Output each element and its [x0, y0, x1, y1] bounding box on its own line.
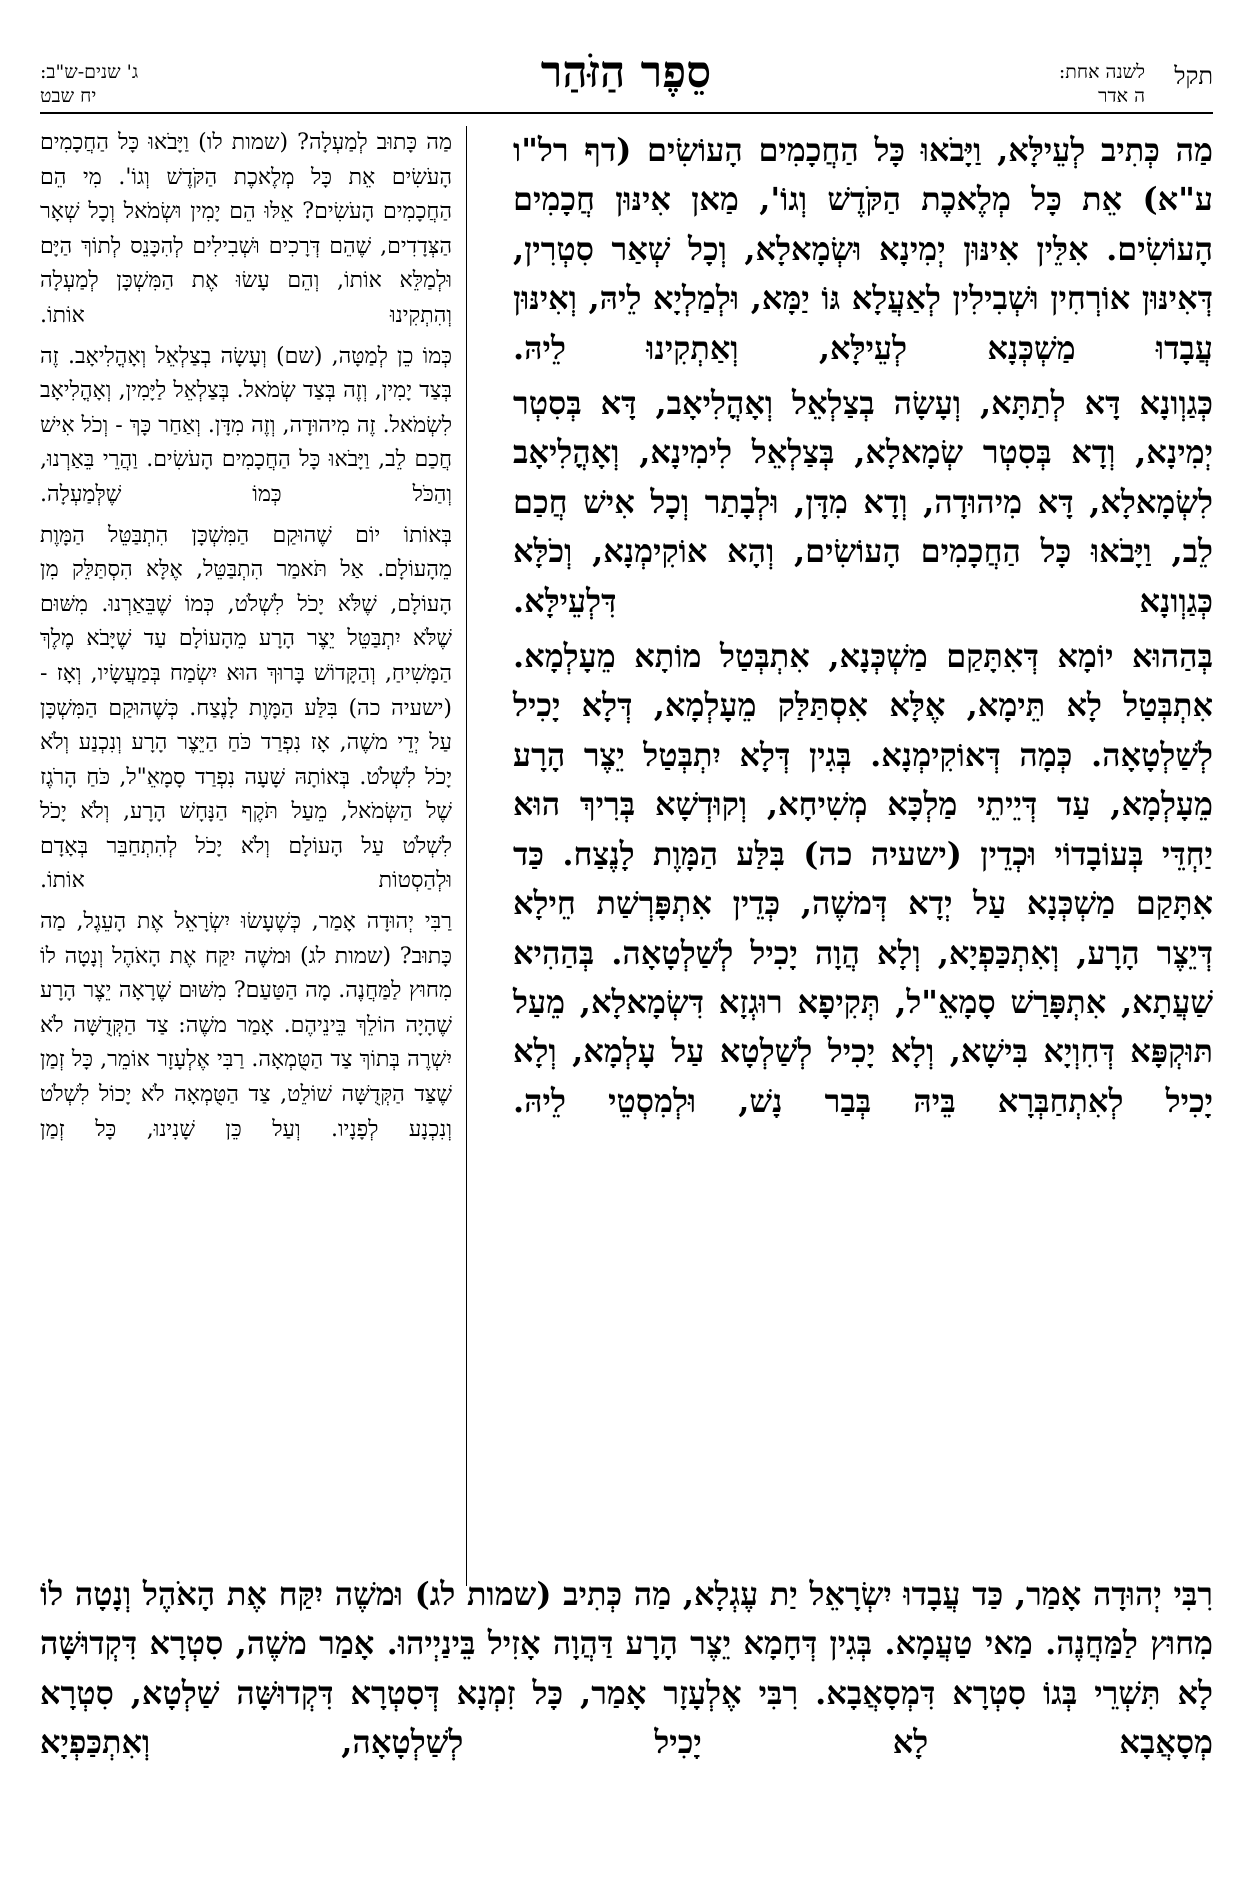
header-left [40, 60, 210, 108]
commentary-paragraph: רַבִּי יְהוּדָה אָמַר, כְּשֶׁעָשׂוּ יִשְׂרָאֵל אֶת הָעֵגֶל, מַה כָּתוּב? (שמות לג) וּמשֶׁה יִקַּח אֶת הָאֹהֶל וְנָטָה לוֹ מִחוּץ לַמַּחֲנֶה. מָה הַטַּעַם? מִשּׁוּם שֶׁרָאָה יֵצֶר הָרָע שֶׁהָיָה הוֹלֵךְ בֵּינֵיהֶם. אָמַר משֶׁה: צַד הַקְּדֻשָּׁה לֹא יִשְׁרֶה בְּתוֹךְ צַד הַטֻּמְאָה. רַבִּי אֶלְעָזָר אוֹמֵר, כָּל זְמַן שֶׁצַּד הַקְּדֻשָּׁה שׁוֹלֵט, צַד הַטֻּמְאָה לֹא יָכוֹל לִשְׁלֹט וְנִכְנָע לְפָנָיו. וְעַל כֵּן שָׁנִינוּ, כָּל זְמַן [40, 909, 452, 1142]
date-left: יח שבט [40, 85, 97, 107]
main-paragraph: מַה כְּתִיב לְעֵילָּא, וַיָּבֹאוּ כָּל הַחֲכָמִים הָעוֹשִׂים (דף רל"ו ע"א) אֵת כָּל מְלֶאכֶת הַקֹּדֶשׁ וְגוֹ', מַאן אִינּוּן חֲכָמִים הָעוֹשִׂים. אִלֵּין אִינּוּן יְמִינָא וּשְׂמָאלָא, וְכָל שְׁאַר סִטְרִין, דְּאִינּוּן אוֹרְחִין וּשְׁבִילִין לְאַעֲלָא גּוֹ יַמָּא, וּלְמַלְיָא לֵיהּ, וְאִינּוּן עֲבָדוּ מַשְׁכְּנָא לְעֵילָּא, וְאַתְקִינוּ לֵיהּ. [513, 131, 1213, 367]
bottom-text [40, 1570, 1213, 1768]
main-paragraph: כְּגַוְונָא דָּא לְתַתָּא, וְעָשָׂה בְצַלְאֵל וְאָהֳלִיאָב, דָּא בְּסִטְר יְמִינָא, וְדָא בְּסִטְר שְׂמָאלָא, בְּצַלְאֵל לִימִינָא, וְאָהֳלִיאָב לִשְׂמָאלָא, דָּא מִיהוּדָה, וְדָא מִדָּן, וּלְבָתַר וְכָל אִישׁ חֲכַם לֵב, וַיָּבֹאוּ כָּל הַחֲכָמִים הָעוֹשִׂים, וְהָא אוֹקִימְנָא, וְכֹלָּא כְּגַוְונָא דִּלְעֵילָּא. [513, 384, 1213, 620]
page-number: תקל [1174, 62, 1213, 90]
year-cycle-label: לשנה אחת: [1058, 61, 1145, 83]
date-right: ה אדר [1098, 85, 1145, 107]
header-right-meta [1059, 60, 1145, 108]
column-divider [466, 126, 467, 1586]
main-paragraph: בְּהַהוּא יוֹמָא דְּאִתָּקַם מַשְׁכְּנָא, אִתְבְּטַל מוֹתָא מֵעָלְמָא. אִתְבְּטַל לָא תֵּימָא, אֶלָּא אִסְתַּלַּק מֵעָלְמָא, דְּלָא יָכִיל לְשַׁלְטָאָה. כְּמָה דְּאוֹקִימְנָא. בְּגִין דְּלָא יִתְבְּטַל יֵצֶר הָרָע מֵעָלְמָא, עַד דְּיֵיתֵי מַלְכָּא מְשִׁיחָא, וְקוּדְשָׁא בְּרִיךְ הוּא יַחְדֵּי בְּעוֹבָדוֹי וּכְדֵין (ישעיה כה) בִּלַּע הַמָּוֶת לָנֶצַח. כַּד אִתָּקַם מַשְׁכְּנָא עַל יְדָא דְּמשֶׁה, כְּדֵין אִתְפָּרְשַׁת חֵילָא דְּיֵצֶר הָרָע, וְאִתְכַּפְיָא, וְלָא הֲוָה יָכִיל לְשַׁלְטָאָה. בְּהַהִיא שַׁעֲתָא, אִתְפָּרַשׁ סָמָאֵ"ל, תְּקִיפָא רוּגְזָא דִּשְׂמָאלָא, מֵעַל תּוּקְפָּא דְּחִוְיָא בִּישָׁא, וְלָא יָכִיל לְשַׁלְטָא עַל עָלְמָא, וְלָא יָכִיל לְאִתְחַבְּרָא בֵּיהּ בְּבַר נָשׁ, וּלְמִסְטֵי לֵיהּ. [513, 637, 1214, 1120]
commentary-paragraph: כְּמוֹ כֵן לְמַטָּה, (שם) וְעָשָׂה בְצַלְאֵל וְאָהֳלִיאָב. זֶה בְּצַד יָמִין, וְזֶה בְּצַד שְׂמֹאל. בְּצַלְאֵל לַיָּמִין, וְאָהֳלִיאָב לִשְׂמֹאל. זֶה מִיהוּדָה, וְזֶה מִדָּן. וְאַחַר כָּךְ - וְכֹל אִישׁ חֲכַם לֵב, וַיָּבֹאוּ כָּל הַחֲכָמִים הָעֹשִׂים. וַהֲרֵי בֵּאַרְנוּ, וְהַכֹּל כְּמוֹ שֶׁלְּמַעְלָה. [40, 343, 452, 507]
header-rule [40, 112, 1213, 114]
page-title: סֵפֶר הַזֹּהַר [540, 47, 712, 98]
cycle-left-label: ג' שנים-ש"ב: [40, 61, 139, 83]
bottom-paragraph: רִבִּי יְהוּדָה אָמַר, כַּד עֲבָדוּ יִשְׂרָאֵל יַת עֶגְלָא, מַה כְּתִיב (שמות לג) וּמשֶׁה יִקַּח אֶת הָאֹהֶל וְנָטָה לוֹ מִחוּץ לַמַּחֲנֶה. מַאי טַעֲמָא. בְּגִין דְּחָמָא יֵצֶר הָרָע דַּהֲוָה אָזִיל בֵּינַיְיהוּ. אָמַר משֶׁה, סִטְרָא דִּקְדוּשָּׁה לָא תִּשְׁרֵי בְּגוֹ סִטְרָא דִּמְסָאֲבָא. רִבִּי אֶלְעָזָר אָמַר, כָּל זִמְנָא דְּסִטְרָא דִּקְדוּשָּׁה שַׁלְטָא, סִטְרָא מְסָאֲבָא לָא יָכִיל לְשַׁלְטָאָה, וְאִתְכַּפְיָא [40, 1575, 1214, 1762]
main-text-column [513, 126, 1213, 1132]
commentary-paragraph: מַה כָּתוּב לְמַעְלָה? (שמות לו) וַיָּבֹאוּ כָּל הַחֲכָמִים הָעֹשִׂים אֵת כָּל מְלֶאכֶת הַקֹּדֶשׁ וְגוֹ'. מִי הֵם הַחֲכָמִים הָעֹשִׂים? אֵלּוּ הֵם יָמִין וּשְׂמֹאל וְכָל שְׁאָר הַצְּדָדִים, שֶׁהֵם דְּרָכִים וּשְׁבִילִים לְהִכָּנֵס לְתוֹךְ הַיָּם וּלְמַלֵּא אוֹתוֹ, וְהֵם עָשׂוּ אֶת הַמִּשְׁכָּן לְמַעְלָה וְהִתְקִינוּ אוֹתוֹ. [40, 130, 452, 328]
commentary-column [40, 126, 452, 1153]
commentary-paragraph: בְּאוֹתוֹ יוֹם שֶׁהוּקַם הַמִּשְׁכָּן הִתְבַּטֵּל הַמָּוֶת מֵהָעוֹלָם. אַל תֹּאמַר הִתְבַּטֵּל, אֶלָּא הִסְתַּלֵּק מִן הָעוֹלָם, שֶׁלֹּא יָכֹל לִשְׁלֹט, כְּמוֹ שֶׁבֵּאַרְנוּ. מִשּׁוּם שֶׁלֹּא יִתְבַּטֵּל יֵצֶר הָרָע מֵהָעוֹלָם עַד שֶׁיָּבֹא מֶלֶךְ הַמָּשִׁיחַ, וְהַקָּדוֹשׁ בָּרוּךְ הוּא יִשְׂמַח בְּמַעֲשָׂיו, וְאָז - (ישעיה כה) בִּלַּע הַמָּוֶת לָנֶצַח. כְּשֶׁהוּקַם הַמִּשְׁכָּן עַל יְדֵי משֶׁה, אָז נִפְרַד כֹּחַ הַיֵּצֶר הָרָע וְנִכְנַע וְלֹא יָכֹל לִשְׁלֹט. בְּאוֹתָהּ שָׁעָה נִפְרַד סָמָאֵ"ל, כֹּחַ הָרֹגֶז שֶׁל הַשְּׂמֹאל, מֵעַל תֹּקֶף הַנָּחָשׁ הָרָע, וְלֹא יָכֹל לִשְׁלֹט עַל הָעוֹלָם וְלֹא יָכֹל לְהִתְחַבֵּר בְּאָדָם וּלְהַסְטוֹת אוֹתוֹ. [40, 522, 452, 894]
